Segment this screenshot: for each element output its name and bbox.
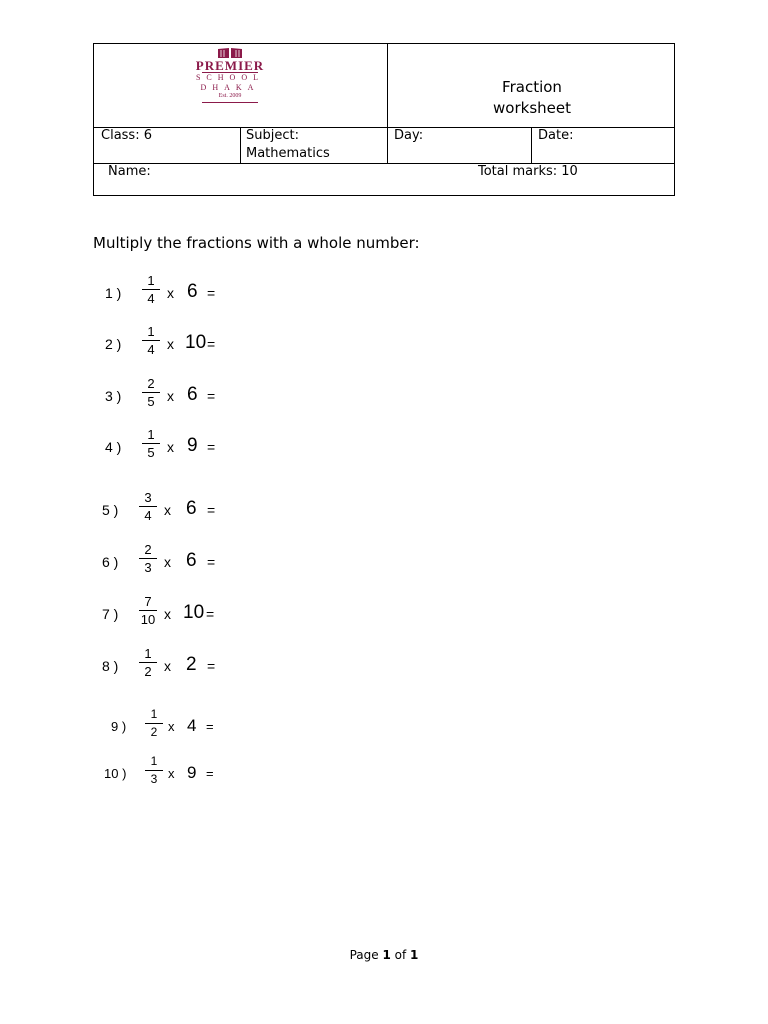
worksheet-header-table (93, 43, 675, 196)
problem-number: 5 ) (102, 502, 119, 518)
fraction (141, 273, 161, 306)
logo-rule (202, 102, 258, 103)
fraction-denominator: 3 (144, 560, 152, 575)
fraction-denominator: 3 (150, 772, 158, 786)
fraction-denominator: 4 (147, 342, 155, 357)
whole-number: 6 (187, 384, 198, 405)
fraction (138, 542, 158, 575)
logo-line-2: SCHOOL (195, 73, 264, 82)
logo-line-3: DHAKA (200, 83, 260, 92)
fraction-bar (139, 662, 157, 663)
fraction (138, 646, 158, 679)
equals-sign: = (207, 388, 216, 404)
problem-number: 4 ) (105, 439, 122, 455)
logo-established: Est. 2009 (218, 93, 242, 99)
problem-number: 9 ) (111, 719, 127, 734)
whole-number: 9 (187, 763, 197, 782)
fraction-numerator: 1 (147, 427, 155, 442)
whole-number: 2 (186, 654, 197, 675)
fraction-numerator: 2 (147, 376, 155, 391)
worksheet-title-line-1: Fraction (502, 78, 562, 96)
whole-number: 6 (187, 281, 198, 302)
fraction-bar (142, 443, 160, 444)
fraction-bar (142, 392, 160, 393)
instruction-text: Multiply the fractions with a whole number: (93, 234, 420, 252)
multiply-sign: x (167, 285, 174, 301)
problem-number: 1 ) (105, 285, 122, 301)
equals-sign: = (207, 658, 216, 674)
fraction-bar (145, 770, 163, 771)
school-logo (190, 47, 270, 105)
multiply-sign: x (164, 658, 171, 674)
problem-number: 6 ) (102, 554, 119, 570)
fraction-numerator: 2 (144, 542, 152, 557)
header-divider (531, 127, 532, 163)
fraction-numerator: 1 (144, 646, 152, 661)
multiply-sign: x (167, 439, 174, 455)
fraction-bar (139, 558, 157, 559)
equals-sign: = (207, 439, 216, 455)
fraction-denominator: 4 (147, 291, 155, 306)
problem-number: 3 ) (105, 388, 122, 404)
fraction-denominator: 10 (140, 612, 156, 627)
problem-number: 7 ) (102, 606, 119, 622)
subject-value: Mathematics (246, 146, 330, 161)
subject-label: Subject: (246, 128, 299, 143)
fraction (138, 490, 158, 523)
fraction-denominator: 5 (147, 445, 155, 460)
equals-sign: = (206, 719, 214, 734)
fraction-numerator: 7 (144, 594, 152, 609)
fraction-bar (139, 506, 157, 507)
footer-current-page: 1 (382, 948, 391, 962)
problem-number: 10 ) (104, 766, 127, 781)
logo-line-1: PREMIER (195, 58, 265, 73)
fraction (141, 324, 161, 357)
whole-number: 6 (186, 498, 197, 519)
date-label: Date: (538, 128, 574, 143)
problem-number: 2 ) (105, 336, 122, 352)
multiply-sign: x (168, 766, 175, 781)
multiply-sign: x (167, 388, 174, 404)
equals-sign: = (207, 554, 216, 570)
whole-number: 4 (187, 716, 197, 735)
equals-sign: = (207, 336, 216, 352)
worksheet-title-line-2: worksheet (493, 99, 571, 117)
page-footer (0, 947, 768, 963)
fraction-bar (142, 289, 160, 290)
footer-total-pages: 1 (410, 948, 419, 962)
multiply-sign: x (164, 606, 171, 622)
total-marks: Total marks: 10 (478, 164, 578, 179)
fraction-denominator: 4 (144, 508, 152, 523)
equals-sign: = (206, 766, 214, 781)
fraction (141, 376, 161, 409)
class-label: Class: 6 (101, 128, 152, 143)
equals-sign: = (206, 606, 215, 622)
whole-number: 10 (183, 602, 205, 623)
header-divider (94, 127, 674, 128)
fraction-denominator: 5 (147, 394, 155, 409)
whole-number: 10 (185, 332, 207, 353)
multiply-sign: x (168, 719, 175, 734)
fraction-bar (142, 340, 160, 341)
equals-sign: = (207, 502, 216, 518)
day-label: Day: (394, 128, 424, 143)
fraction-numerator: 1 (150, 707, 158, 721)
multiply-sign: x (167, 336, 174, 352)
name-label: Name: (108, 164, 151, 179)
fraction (144, 754, 164, 787)
footer-page-middle: of (390, 948, 411, 962)
fraction-numerator: 1 (147, 273, 155, 288)
multiply-sign: x (164, 554, 171, 570)
whole-number: 9 (187, 435, 198, 456)
fraction-denominator: 2 (144, 664, 152, 679)
fraction-numerator: 3 (144, 490, 152, 505)
multiply-sign: x (164, 502, 171, 518)
header-divider (94, 163, 674, 164)
footer-page-prefix: Page (349, 948, 383, 962)
fraction-denominator: 2 (150, 725, 158, 739)
fraction (138, 594, 158, 627)
fraction-numerator: 1 (147, 324, 155, 339)
fraction-numerator: 1 (150, 754, 158, 768)
equals-sign: = (207, 285, 216, 301)
fraction-bar (139, 610, 157, 611)
header-divider (240, 127, 241, 163)
fraction-bar (145, 723, 163, 724)
problem-number: 8 ) (102, 658, 119, 674)
whole-number: 6 (186, 550, 197, 571)
fraction (144, 707, 164, 740)
fraction (141, 427, 161, 460)
